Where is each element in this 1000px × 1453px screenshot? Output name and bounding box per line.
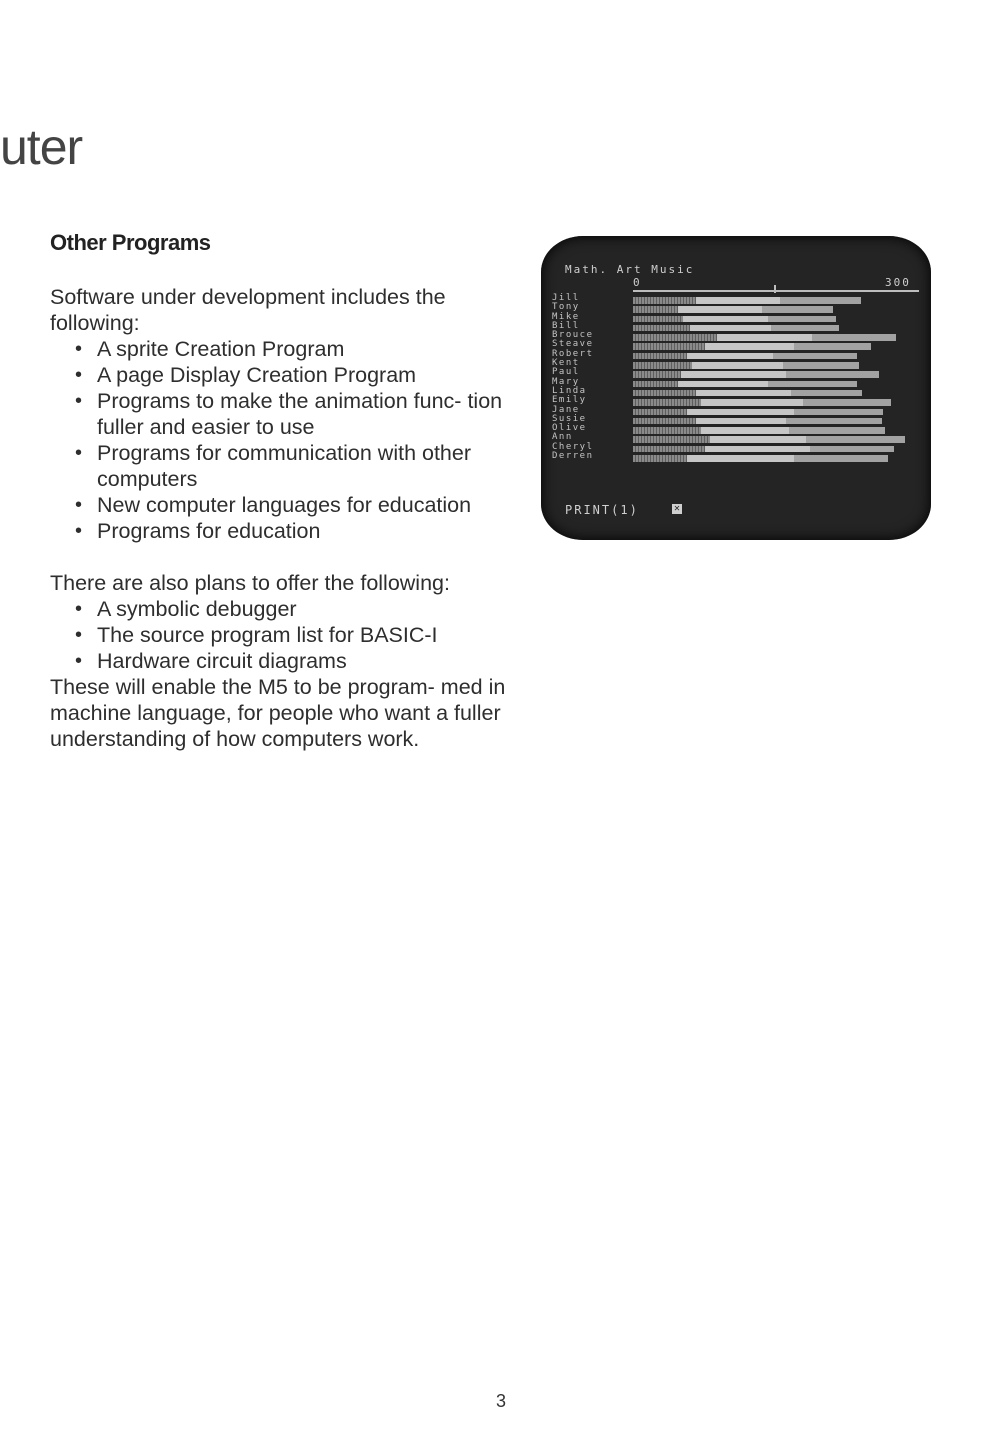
page-number: 3: [496, 1391, 507, 1411]
student-name: Ann: [552, 432, 573, 443]
bar-segment-math: [633, 353, 687, 360]
student-name: Mary: [552, 376, 580, 387]
cursor-block: ✕: [673, 504, 681, 513]
bar-segment-math: [633, 343, 705, 350]
bar-row: [633, 296, 933, 305]
other-programs-section: [50, 230, 510, 752]
list-item: • Hardware circuit diagrams: [97, 648, 510, 674]
bar-segment-music: [794, 343, 871, 350]
monitor-screenshot: [541, 236, 931, 540]
student-name: Robert: [552, 348, 594, 359]
bar-row: [633, 324, 933, 333]
axis-line: [633, 290, 919, 292]
student-name: Bill: [552, 320, 580, 331]
bar-segment-math: [633, 325, 690, 332]
student-name: Linda: [552, 385, 587, 396]
student-name: Cheryl: [552, 441, 594, 452]
print-prompt: PRINT(1): [565, 503, 639, 517]
student-name: Tony: [552, 302, 580, 313]
bar-segment-art: [687, 353, 773, 360]
bar-segment-music: [768, 381, 857, 388]
axis-min-label: 0: [633, 276, 642, 289]
page-title-fragment: uter: [0, 119, 83, 175]
list-item: • The source program list for BASIC-I: [97, 622, 510, 648]
student-name: Mike: [552, 311, 580, 322]
bar-row: [633, 445, 933, 454]
bar-segment-art: [687, 455, 794, 462]
bar-segment-art: [696, 418, 787, 425]
student-name: Emily: [552, 395, 587, 406]
bar-row: [633, 361, 933, 370]
bar-segment-art: [696, 390, 791, 397]
list-item: • A symbolic debugger: [97, 596, 510, 622]
bar-segment-music: [768, 316, 836, 323]
bar-segment-math: [633, 334, 717, 341]
student-name: Kent: [552, 358, 580, 369]
bar-row: [633, 380, 933, 389]
student-name: Brouce: [552, 330, 594, 341]
bar-segment-math: [633, 446, 705, 453]
bar-segment-music: [803, 399, 892, 406]
bar-segment-music: [771, 325, 839, 332]
bar-segment-art: [687, 409, 794, 416]
bar-segment-art: [678, 306, 762, 313]
bar-segment-art: [696, 297, 780, 304]
bar-segment-art: [701, 427, 790, 434]
list-item: • Programs for communication with other computers: [97, 440, 510, 492]
bar-segment-math: [633, 362, 692, 369]
student-name: Olive: [552, 423, 587, 434]
axis-max-label: 300: [885, 276, 911, 289]
list-item: • Programs to make the animation func- tion fuller and easier to use: [97, 388, 510, 440]
intro-paragraph: Software under development includes the following:: [50, 285, 446, 335]
list-item: • New computer languages for education: [97, 492, 510, 518]
bar-row: [633, 389, 933, 398]
axis-midpoint-tick: [774, 285, 776, 293]
bar-row: [633, 370, 933, 379]
bar-segment-music: [806, 436, 905, 443]
closing-paragraph: These will enable the M5 to be program- med in machine language, for people who want a fuller understanding of how computers work.: [50, 675, 506, 751]
bar-segment-art: [705, 446, 810, 453]
bar-segment-music: [791, 390, 862, 397]
bar-row: [633, 435, 933, 444]
bar-segment-art: [681, 371, 786, 378]
stacked-bar-area: [633, 296, 933, 463]
bar-segment-music: [812, 334, 896, 341]
bar-segment-math: [633, 409, 687, 416]
student-names: [552, 294, 594, 461]
bar-segment-art: [705, 343, 794, 350]
plans-list: [50, 596, 510, 674]
student-name: Jane: [552, 404, 580, 415]
bar-segment-math: [633, 418, 696, 425]
student-name: Derren: [552, 451, 594, 462]
bar-row: [633, 417, 933, 426]
student-name: Paul: [552, 367, 580, 378]
bar-segment-math: [633, 297, 696, 304]
bar-segment-music: [786, 418, 881, 425]
bar-segment-math: [633, 427, 701, 434]
bar-segment-music: [794, 409, 883, 416]
screen-menu-bar: Math. Art Music: [565, 263, 695, 276]
bar-row: [633, 333, 933, 342]
bar-row: [633, 454, 933, 463]
development-list: [50, 336, 510, 544]
bar-segment-music: [773, 353, 857, 360]
bar-segment-art: [701, 399, 803, 406]
bar-segment-math: [633, 455, 687, 462]
bar-segment-art: [690, 325, 771, 332]
bar-segment-art: [683, 316, 769, 323]
bar-segment-music: [794, 455, 887, 462]
bar-row: [633, 342, 933, 351]
bar-segment-art: [717, 334, 812, 341]
bar-segment-music: [810, 446, 894, 453]
bar-segment-art: [678, 381, 769, 388]
bar-segment-math: [633, 436, 710, 443]
bar-segment-math: [633, 306, 678, 313]
bar-segment-music: [780, 297, 861, 304]
student-name: Susie: [552, 413, 587, 424]
bar-row: [633, 305, 933, 314]
bar-segment-art: [710, 436, 805, 443]
student-name: Steave: [552, 339, 594, 350]
bar-row: [633, 426, 933, 435]
bar-segment-music: [789, 427, 884, 434]
bar-row: [633, 352, 933, 361]
bar-row: [633, 408, 933, 417]
bar-row: [633, 398, 933, 407]
bar-segment-music: [762, 306, 834, 313]
bar-segment-music: [786, 371, 879, 378]
section-heading: Other Programs: [50, 230, 211, 255]
bar-row: [633, 315, 933, 324]
list-item: • Programs for education: [97, 518, 510, 544]
bar-segment-math: [633, 390, 696, 397]
bar-segment-math: [633, 316, 683, 323]
list-item: • A sprite Creation Program: [97, 336, 510, 362]
list-item: • A page Display Creation Program: [97, 362, 510, 388]
bar-segment-art: [692, 362, 783, 369]
bar-segment-music: [783, 362, 859, 369]
student-name: Jill: [552, 293, 580, 303]
bar-segment-math: [633, 399, 701, 406]
plans-paragraph: There are also plans to offer the following:: [50, 571, 450, 595]
bar-segment-math: [633, 371, 681, 378]
bar-segment-math: [633, 381, 678, 388]
